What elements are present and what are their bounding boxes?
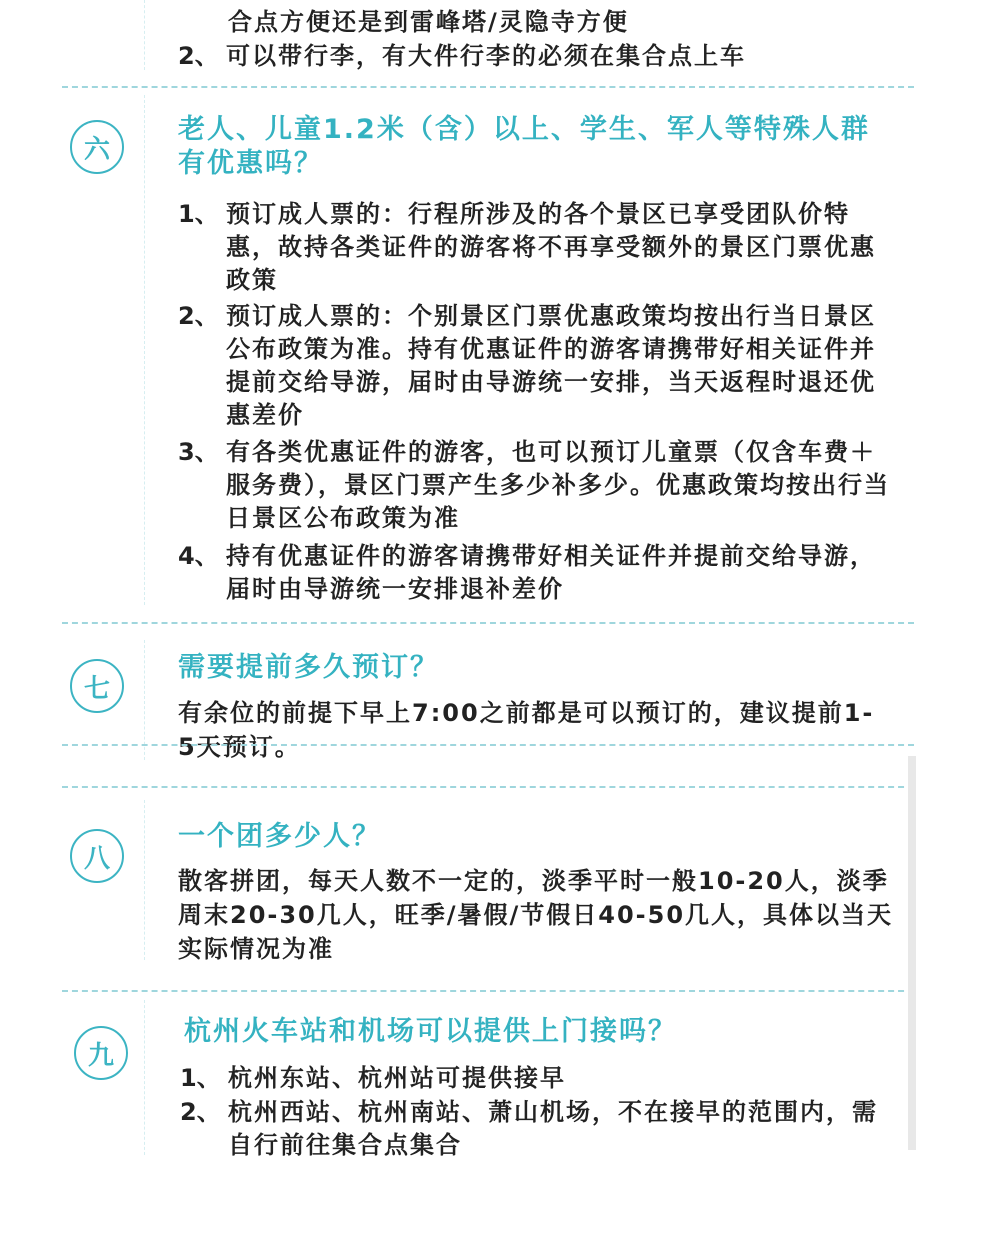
section-number-badge: 八 (70, 829, 124, 883)
list-item-number: 2、 (180, 1098, 221, 1126)
section-paragraph: 有余位的前提下早上7:00之前都是可以预订的，建议提前1-5天预订。 (178, 699, 875, 761)
list-item (178, 436, 898, 535)
section-guide-line (144, 95, 145, 605)
section-paragraph: 散客拼团，每天人数不一定的，淡季平时一般10-20人，淡季周末20-30几人，旺季/暑假/节假日40-50几人，具体以当天实际情况为准 (178, 867, 894, 963)
section-title: 一个团多少人？ (178, 821, 381, 852)
list-item-text: 可以带行李，有大件行李的必须在集合点上车 (226, 42, 746, 70)
list-item-text: 持有优惠证件的游客请携带好相关证件并提前交给导游，届时由导游统一安排退补差价 (226, 542, 876, 603)
section-guide-line (144, 1000, 145, 1155)
list-item-number: 1、 (180, 1064, 221, 1092)
list-item-text: 预订成人票的：个别景区门票优惠政策均按出行当日景区公布政策为准。持有优惠证件的游客请携带好相关证件并提前交给导游，届时由导游统一安排，当天返程时退还优惠差价 (226, 302, 876, 429)
list-item (180, 1062, 900, 1095)
list-item (178, 198, 898, 297)
section-divider (62, 744, 914, 746)
section-guide-line (144, 0, 145, 70)
list-item-number: 3、 (178, 438, 219, 466)
section-number-badge: 六 (70, 120, 124, 174)
list-item (180, 1096, 900, 1162)
list-item-text: 杭州东站、杭州站可提供接早 (228, 1064, 566, 1092)
list-item (178, 540, 898, 606)
section-divider (62, 786, 914, 788)
list-item-text: 有各类优惠证件的游客，也可以预订儿童票（仅含车费＋服务费），景区门票产生多少补多少。优惠政策均按出行当日景区公布政策为准 (226, 438, 890, 532)
section-divider (62, 990, 914, 992)
list-item-text: 杭州西站、杭州南站、萧山机场，不在接早的范围内，需自行前往集合点集合 (228, 1098, 878, 1159)
section-title: 杭州火车站和机场可以提供上门接吗？ (184, 1016, 677, 1047)
list-item-continuation: 合点方便还是到雷峰塔/灵隐寺方便 (228, 8, 629, 36)
section-divider (62, 622, 914, 624)
scrollbar-track[interactable] (908, 756, 916, 1150)
section-guide-line (144, 800, 145, 960)
section-title: 老人、儿童1.2米（含）以上、学生、军人等特殊人群有优惠吗？ (178, 114, 870, 179)
list-item-number: 2、 (178, 302, 219, 330)
list-item (178, 300, 898, 432)
section-number-badge: 九 (74, 1026, 128, 1080)
section-divider (62, 86, 914, 88)
section-number-badge: 七 (70, 659, 124, 713)
section-guide-line (144, 640, 145, 760)
section-title: 需要提前多久预订？ (178, 652, 439, 683)
list-item-number: 4、 (178, 542, 219, 570)
list-item-number: 2、 (178, 42, 219, 70)
list-item-text: 预订成人票的：行程所涉及的各个景区已享受团队价特惠，故持各类证件的游客将不再享受额外的景区门票优惠政策 (226, 200, 876, 294)
list-item-number: 1、 (178, 200, 219, 228)
list-item (178, 40, 898, 73)
